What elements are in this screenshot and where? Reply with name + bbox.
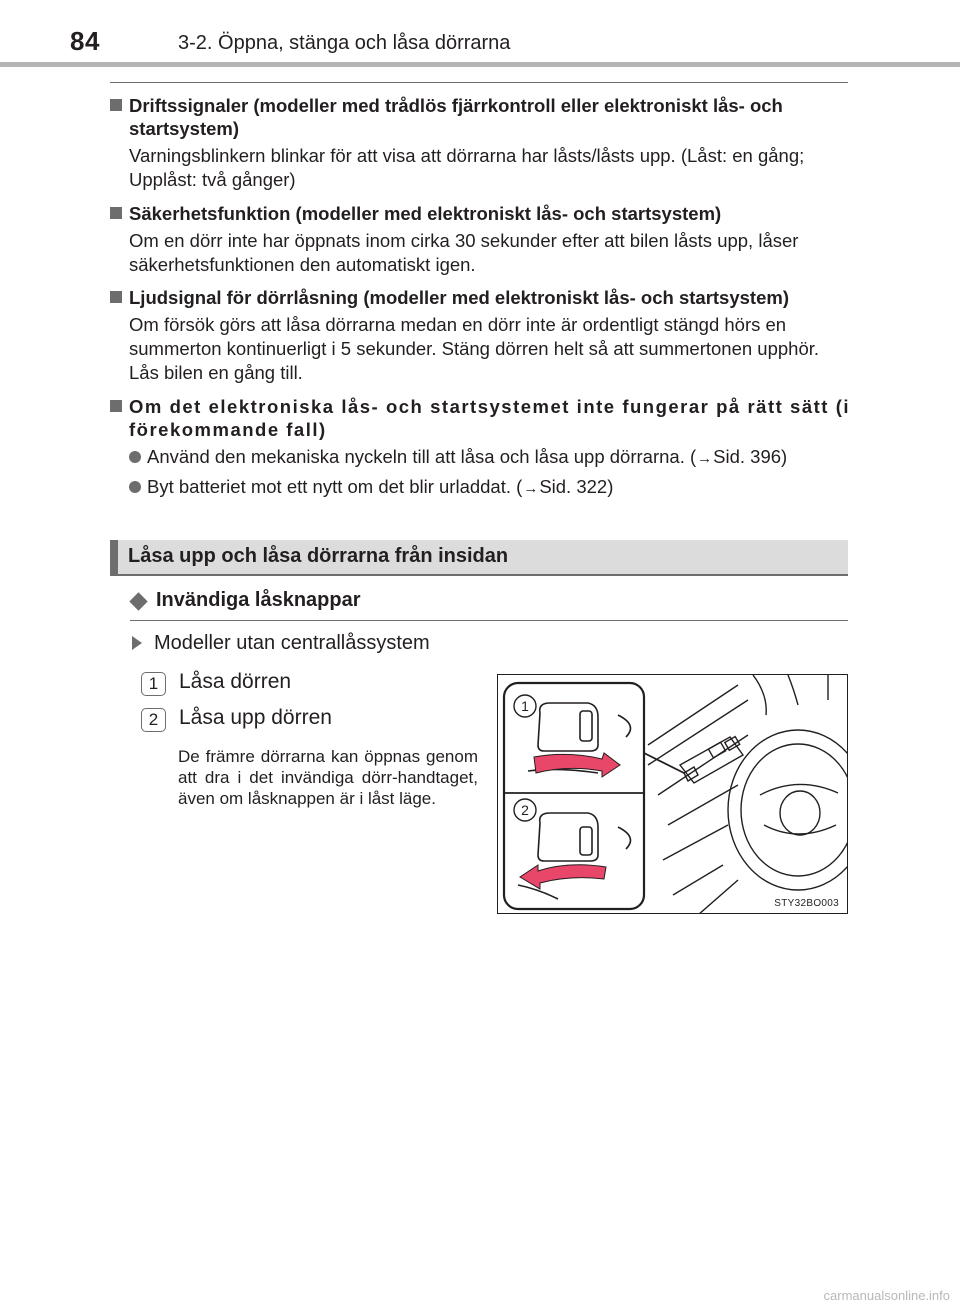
subsection-title: Invändiga låsknappar: [156, 589, 361, 611]
section-body: Om försök görs att låsa dörrarna medan en dörr inte är ordentligt stängd hörs en summerton kontinuerligt i 5 sekunder. Stäng dörren helt så att summertonen upphör. Lås bilen en gång till.: [129, 314, 820, 383]
section-title-bar: [110, 540, 848, 576]
section-body: Varningsblinkern blinkar för att visa att dörrarna har låsts/låsts upp. (Låst: en gång; Upplåst: två gånger): [129, 145, 805, 190]
header-rule: [0, 62, 960, 67]
section-accent: [110, 540, 118, 576]
illustration-drawing: [498, 675, 848, 914]
section-body: Om en dörr inte har öppnats inom cirka 30 sekunder efter att bilen låsts upp, låser säkerhetsfunktionen den automatiskt igen.: [129, 230, 799, 275]
section-heading: Driftssignaler (modeller med trådlös fjärrkontroll eller elektroniskt lås- och startsystem): [110, 94, 850, 140]
section-title: Låsa upp och låsa dörrarna från insidan: [128, 545, 509, 567]
figure-code: STY32BO003: [774, 898, 839, 909]
section-lock-buzzer: [110, 286, 850, 385]
bullet-item: Byt batteriet mot ett nytt om det blir urladdat. (→Sid. 322): [129, 475, 850, 501]
page-reference-link[interactable]: Sid. 322: [539, 476, 608, 497]
section-safety-function: [110, 202, 850, 277]
section-operation-signals: [110, 94, 850, 192]
square-bullet-icon: [110, 207, 122, 219]
chapter-title: 3-2. Öppna, stänga och låsa dörrarna: [178, 32, 511, 54]
square-bullet-icon: [110, 291, 122, 303]
section-heading: Säkerhetsfunktion (modeller med elektroniskt lås- och startsystem): [110, 202, 850, 225]
callout-2: 2: [521, 802, 529, 818]
subsection-heading: [130, 587, 848, 621]
door-lock-illustration: [497, 674, 848, 914]
page-number: 84: [70, 26, 100, 56]
model-line: Modeller utan centrallåssystem: [132, 632, 430, 655]
page-header: [0, 0, 960, 70]
triangle-bullet-icon: [132, 636, 142, 650]
diamond-icon: [129, 592, 147, 610]
section-heading: Ljudsignal för dörrlåsning (modeller med elektroniskt lås- och startsystem): [110, 286, 850, 309]
page-reference-link[interactable]: Sid. 396: [713, 446, 782, 467]
number-badge: 2: [141, 708, 166, 732]
item-label: Låsa upp dörren: [179, 706, 332, 729]
circle-bullet-icon: [129, 451, 141, 463]
section-heading: Om det elektroniska lås- och startsystemet inte fungerar på rätt sätt (i förekommande fall): [110, 395, 850, 441]
callout-1: 1: [521, 698, 529, 714]
square-bullet-icon: [110, 99, 122, 111]
arrow-right-icon: →: [697, 450, 713, 467]
square-bullet-icon: [110, 400, 122, 412]
note-text: De främre dörrarna kan öppnas genom att dra i det invändiga dörr-handtaget, även om låsknappen är i låst läge.: [178, 747, 478, 808]
section-smart-key-failure: [110, 395, 850, 501]
bullet-item: Använd den mekaniska nyckeln till att låsa och låsa upp dörrarna. (→Sid. 396): [129, 445, 850, 471]
watermark: carmanualsonline.info: [823, 1288, 950, 1303]
item-label: Låsa dörren: [179, 670, 292, 693]
content-rule: [110, 82, 848, 83]
circle-bullet-icon: [129, 481, 141, 493]
arrow-right-icon: →: [523, 480, 539, 497]
number-badge: 1: [141, 672, 166, 696]
